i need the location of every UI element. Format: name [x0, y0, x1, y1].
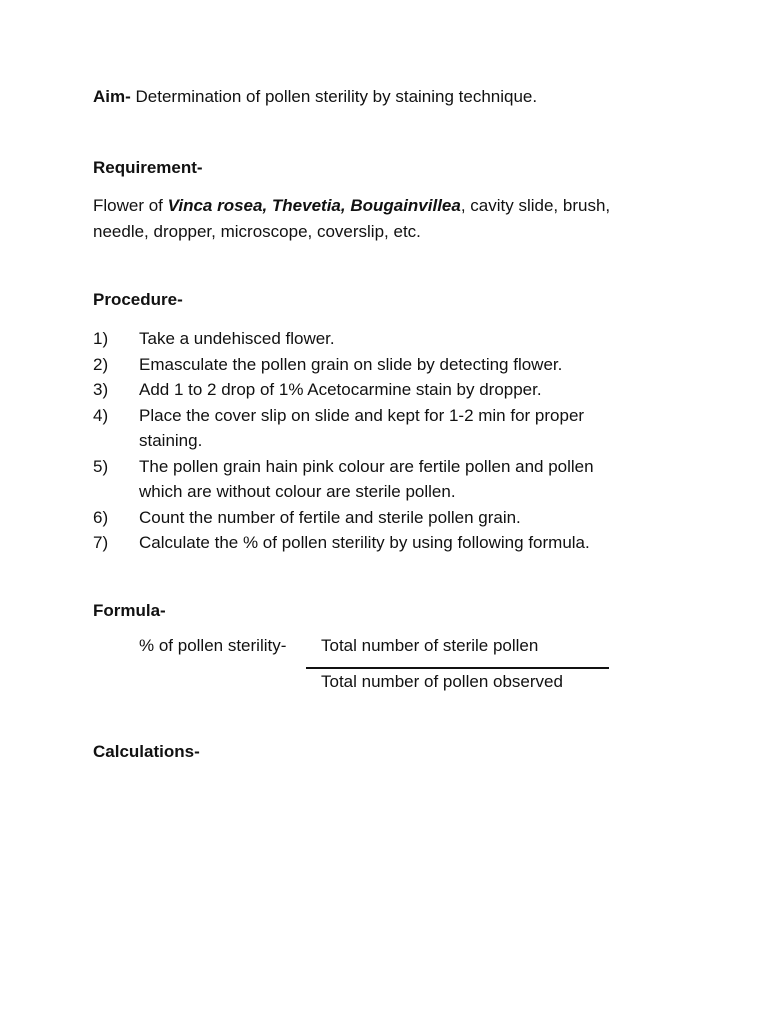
procedure-step	[93, 505, 693, 531]
formula-heading: Formula-	[93, 601, 166, 620]
procedure-list	[93, 326, 693, 556]
procedure-step-text: which are without colour are sterile pollen.	[139, 482, 456, 501]
procedure-step-text: The pollen grain hain pink colour are fertile pollen and pollen	[139, 456, 594, 476]
requirement-suffix: , cavity slide, brush,	[460, 196, 611, 215]
aim-label: Aim-	[93, 87, 131, 106]
procedure-step-number: 4)	[93, 405, 109, 425]
procedure-step	[93, 454, 693, 505]
procedure-step	[93, 403, 693, 454]
requirement-line-2: needle, dropper, microscope, coverslip, etc.	[93, 222, 421, 241]
procedure-step	[93, 352, 693, 378]
procedure-step	[93, 377, 693, 403]
procedure-step-number: 2)	[93, 354, 109, 374]
formula-denominator: Total number of pollen observed	[321, 672, 563, 691]
procedure-step-number: 6)	[93, 507, 109, 527]
calculations-heading: Calculations-	[93, 742, 200, 761]
procedure-step	[93, 326, 693, 352]
requirement-line-1	[93, 193, 693, 219]
requirement-prefix: Flower of	[93, 196, 168, 215]
fraction-line	[306, 667, 609, 669]
procedure-step-text: Place the cover slip on slide and kept for 1-2 min for proper	[139, 405, 585, 425]
requirement-species: Vinca rosea, Thevetia, Bougainvillea	[167, 196, 461, 215]
procedure-step-text: Take a undehisced flower.	[139, 329, 335, 348]
procedure-step-number: 7)	[93, 533, 109, 552]
formula-numerator: Total number of sterile pollen	[321, 636, 539, 655]
requirement-body	[93, 193, 693, 245]
procedure-step-text: Add 1 to 2 drop of 1% Acetocarmine stain by dropper.	[139, 380, 542, 399]
procedure-step-number: 1)	[93, 329, 109, 348]
procedure-step	[93, 530, 693, 556]
procedure-step-text: Count the number of fertile and sterile pollen grain.	[139, 507, 521, 527]
aim-text: Determination of pollen sterility by staining technique.	[130, 87, 538, 106]
procedure-step-number: 5)	[93, 456, 109, 476]
procedure-heading: Procedure-	[93, 290, 183, 309]
procedure-step-text: Emasculate the pollen grain on slide by detecting flower.	[139, 354, 563, 374]
procedure-step-text: Calculate the % of pollen sterility by using following formula.	[139, 533, 590, 552]
procedure-step-text: staining.	[139, 431, 203, 450]
procedure-step-number: 3)	[93, 380, 109, 399]
aim-line	[93, 87, 537, 107]
requirement-heading: Requirement-	[93, 158, 203, 177]
formula-label: % of pollen sterility-	[139, 636, 287, 655]
